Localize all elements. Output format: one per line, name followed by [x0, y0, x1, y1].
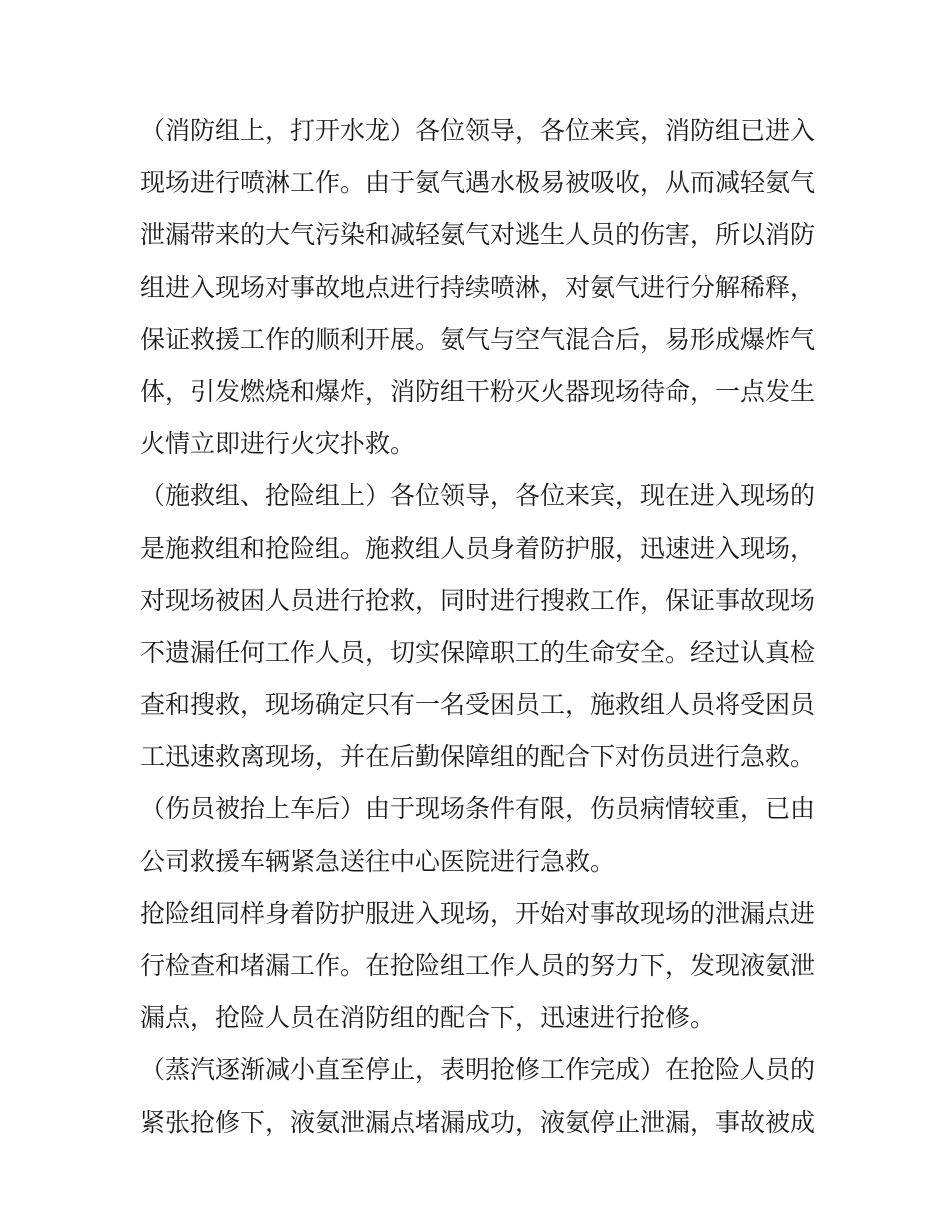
text-line: 体，引发燃烧和爆炸，消防组干粉灭火器现场待命，一点发生: [140, 376, 816, 406]
text-line: 组进入现场对事故地点进行持续喷淋，对氨气进行分解稀释，: [140, 272, 816, 302]
text-line: 保证救援工作的顺利开展。氨气与空气混合后，易形成爆炸气: [140, 324, 816, 354]
text-line: 查和搜救，现场确定只有一名受困员工，施救组人员将受困员: [140, 690, 816, 720]
text-line: 不遗漏任何工作人员，切实保障职工的生命安全。经过认真检: [140, 637, 816, 667]
text-line: 漏点，抢险人员在消防组的配合下，迅速进行抢修。: [140, 1003, 716, 1033]
text-line: 抢险组同样身着防护服进入现场，开始对事故现场的泄漏点进: [140, 898, 816, 928]
text-line: 紧张抢修下，液氨泄漏点堵漏成功，液氨停止泄漏，事故被成: [140, 1107, 816, 1137]
text-line: （伤员被抬上车后）由于现场条件有限，伤员病情较重，已由: [140, 794, 816, 824]
text-line: 行检查和堵漏工作。在抢险组工作人员的努力下，发现液氨泄: [140, 951, 816, 980]
text-line: （蒸汽逐渐减小直至停止，表明抢修工作完成）在抢险人员的: [140, 1055, 816, 1085]
text-line: 公司救援车辆紧急送往中心医院进行急救。: [140, 846, 616, 876]
text-line: 泄漏带来的大气污染和减轻氨气对逃生人员的伤害，所以消防: [140, 220, 816, 250]
text-line: 是施救组和抢险组。施救组人员身着防护服，迅速进入现场，: [140, 533, 816, 563]
document-body: [140, 107, 820, 1151]
text-line: 现场进行喷淋工作。由于氨气遇水极易被吸收，从而减轻氨气: [140, 168, 816, 198]
text-line: 对现场被困人员进行抢救，同时进行搜救工作，保证事故现场: [140, 585, 816, 615]
text-line: 工迅速救离现场，并在后勤保障组的配合下对伤员进行急救。: [140, 742, 816, 772]
text-line: （消防组上，打开水龙）各位领导，各位来宾，消防组已进入: [140, 116, 816, 145]
text-line: （施救组、抢险组上）各位领导，各位来宾，现在进入现场的: [140, 481, 816, 511]
text-line: 火情立即进行火灾扑救。: [140, 429, 416, 459]
